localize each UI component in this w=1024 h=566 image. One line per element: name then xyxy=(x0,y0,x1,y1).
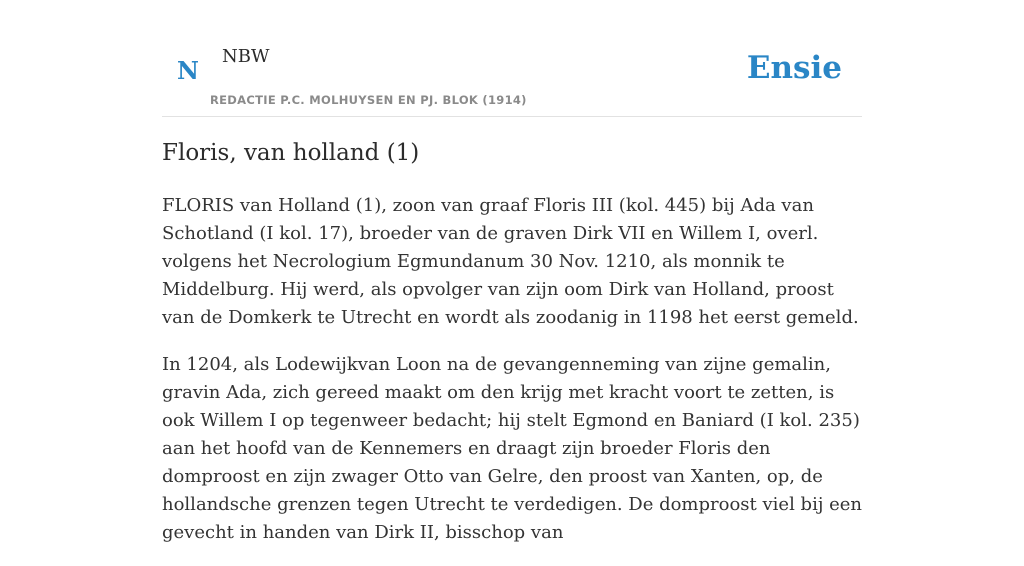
source-name[interactable]: NBW xyxy=(222,46,270,67)
header xyxy=(162,0,862,117)
article-body xyxy=(162,192,864,566)
source-editors: REDACTIE P.C. MOLHUYSEN EN PJ. BLOK (1914) xyxy=(210,93,527,107)
article-title: Floris, van holland (1) xyxy=(162,140,420,166)
brand-logo[interactable]: Ensie xyxy=(746,50,842,86)
source-logo[interactable]: N xyxy=(177,56,199,85)
article-paragraph: In 1204, als Lodewijkvan Loon na de gevangenneming van zijne gemalin, gravin Ada, zich gereed maakt om den krijg met kracht voort te zetten, is ook Willem I op tegenweer bedacht; hij stelt Egmond en Baniard (I kol. 235) aan het hoofd van de Kennemers en draagt zijn broeder Floris den domproost en zijn zwager Otto van Gelre, den proost van Xanten, op, de hollandsche grenzen tegen Utrecht te verdedigen. De domproost viel bij een gevecht in handen van Dirk II, bisschop van xyxy=(162,354,863,543)
article-paragraph: FLORIS van Holland (1), zoon van graaf Floris III (kol. 445) bij Ada van Schotland (I kol. 17), broeder van de graven Dirk VII en Willem I, overl. volgens het Necrologium Egmundanum 30 Nov. 1210, als monnik te Middelburg. Hij werd, als opvolger van zijn oom Dirk van Holland, proost van de Domkerk te Utrecht en wordt als zoodanig in 1198 het eerst gemeld. xyxy=(162,195,859,328)
